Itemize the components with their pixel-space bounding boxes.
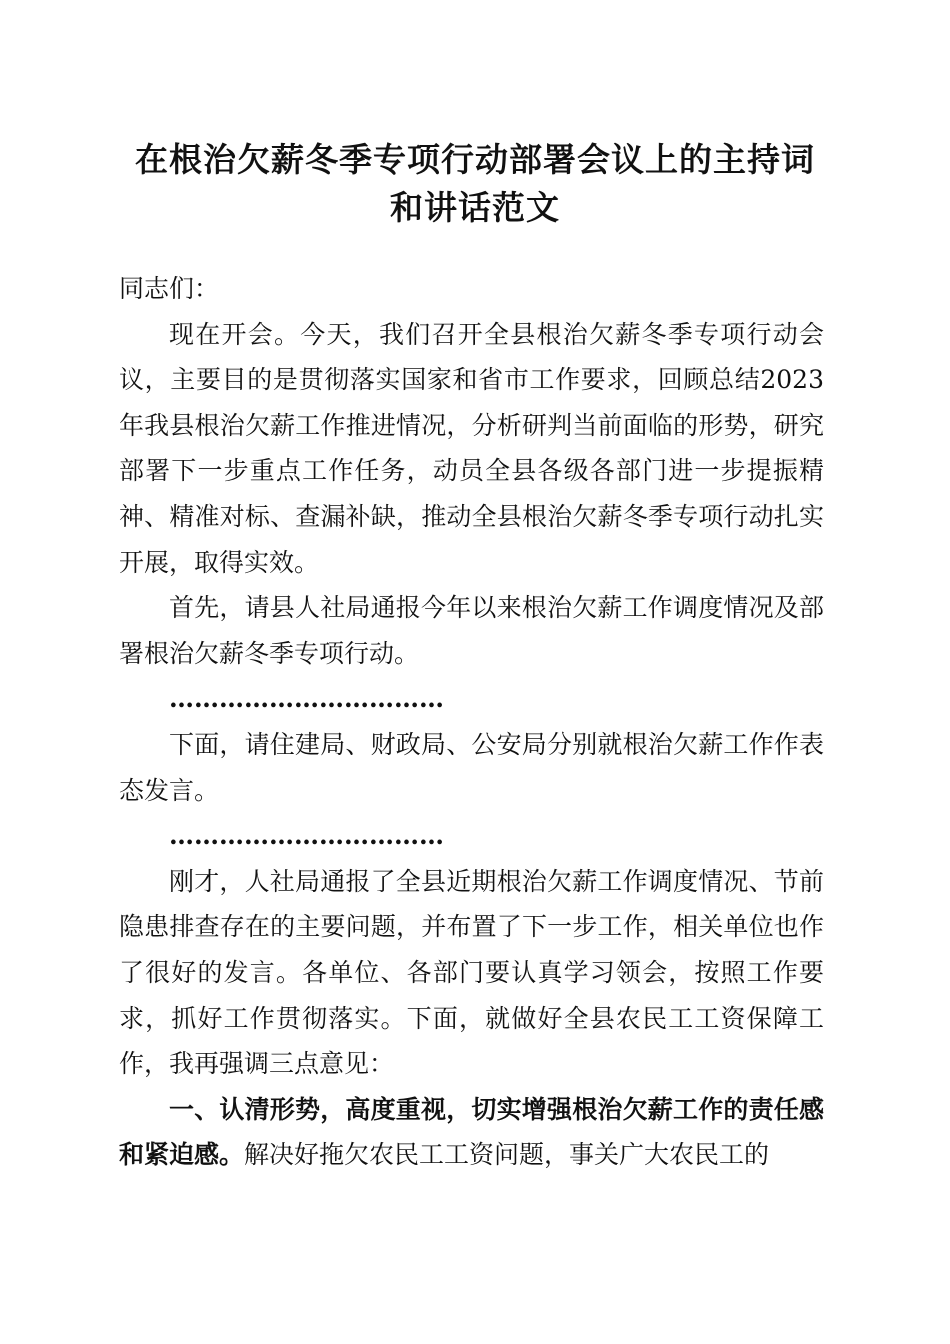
paragraph-first-agenda: 首先，请县人社局通报今年以来根治欠薪工作调度情况及部署根治欠薪冬季专项行动。 [119,593,824,668]
paragraph-second-agenda: 下面，请住建局、财政局、公安局分别就根治欠薪工作作表态发言。 [119,729,824,805]
document-title-line-2: 和讲话范文 [390,188,560,227]
ellipsis-separator-2: …………………………… [169,821,444,851]
document-body [119,266,824,1178]
point-one-text: 解决好拖欠农民工工资问题，事关广大农民工的 [244,1140,770,1170]
paragraph-opening: 现在开会。今天，我们召开全县根治欠薪冬季专项行动会议，主要目的是贯彻落实国家和省市工作要求，回顾总结2023年我县根治欠薪工作推进情况，分析研判当前面临的形势，研究部署下一步重点工作任务，动员全县各级各部门进一步提振精神、精准对标、查漏补缺，推动全县根治欠薪冬季专项行动扎实开展，取得实效。 [119,319,824,577]
paragraph-point-one [119,1087,824,1178]
document-title-line-1: 在根治欠薪冬季专项行动部署会议上的主持词 [135,140,815,179]
salutation: 同志们： [119,274,220,303]
point-one-heading: 一、认清形势，高度重视，切实增强根治欠薪工作的责任感和紧迫感。 [119,1094,824,1170]
ellipsis-separator-1: …………………………… [169,684,444,714]
paragraph-summary: 刚才，人社局通报了全县近期根治欠薪工作调度情况、节前隐患排查存在的主要问题，并布置了下一步工作，相关单位也作了很好的发言。各单位、各部门要认真学习领会，按照工作要求，抓好工作贯彻落实。下面，就做好全县农民工工资保障工作，我再强调三点意见： [119,866,824,1079]
